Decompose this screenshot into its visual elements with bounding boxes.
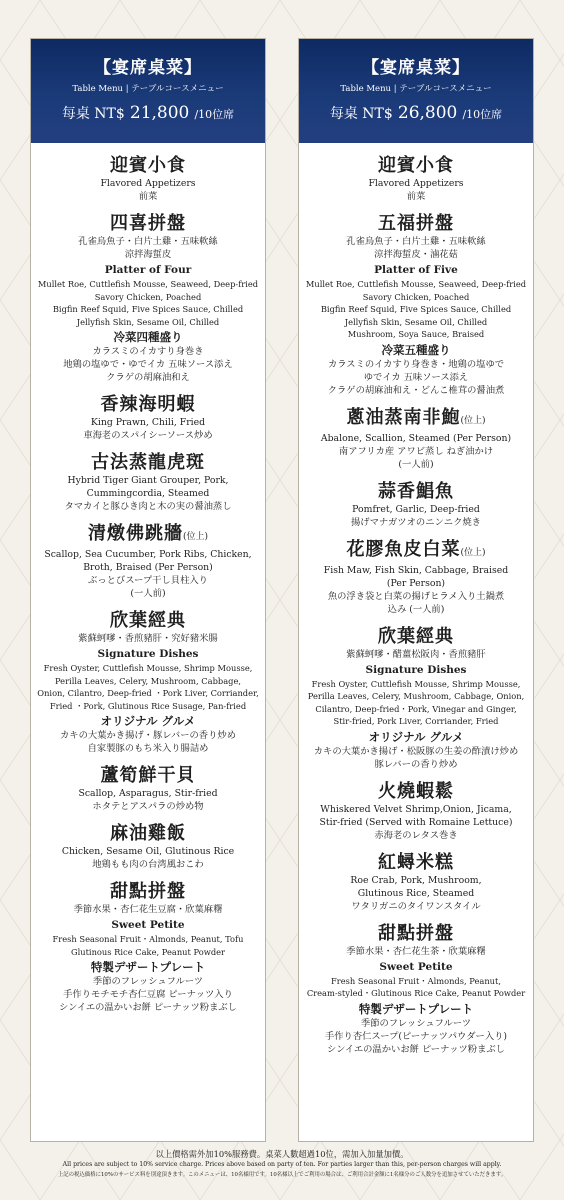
dish-platter-of-five: [303, 213, 529, 397]
dish-title-suffix: (位上): [460, 415, 486, 426]
menu-body: [299, 143, 533, 1056]
dish-en-line: Jellyfish Skin, Sesame Oil, Chilled: [344, 316, 488, 327]
dish-en-line: Glutinous Rice Cake, Peanut Powder: [70, 946, 226, 957]
menu-column-21800: [30, 38, 266, 1142]
dish-line: 涼拌海蜇皮: [124, 249, 172, 260]
dish-jp-line: 季節のフレッシュフルーツ: [360, 1017, 472, 1029]
dish-line: 前菜: [406, 191, 426, 202]
dish-en-heading: Signature Dishes: [97, 648, 199, 660]
dish-title: 紅蟳米糕: [378, 851, 454, 873]
dish-en-line: Fresh Seasonal Fruit・Almonds, Peanut,: [330, 975, 502, 986]
dish-platter-of-four: [35, 213, 261, 384]
dish-title-text: 清燉佛跳牆: [87, 523, 183, 544]
dish-signature: [303, 626, 529, 771]
dish-line: (一人前): [130, 588, 166, 599]
dish-line: Pomfret, Garlic, Deep-fried: [352, 503, 480, 515]
dish-en-line: Stir-fried, Pork Liver, Corriander, Fried: [333, 716, 499, 726]
dish-line: Hybrid Tiger Giant Grouper, Pork,: [67, 475, 229, 486]
dish-jp-line: カキの大葉かき揚げ・豚レバーの香り炒め: [60, 730, 236, 741]
dish-abalone: [303, 407, 529, 471]
dish-title: [303, 407, 529, 432]
menu-header: [299, 39, 533, 143]
dish-jp-line: 自家製豚のもち米入り腸詰め: [87, 743, 209, 754]
footer-notes: [0, 1148, 564, 1180]
dish-jp-line: カラスミのイカすり身巻き・地鶏の塩ゆで: [327, 358, 505, 370]
dish-jp-line: カキの大葉かき揚げ・松阪豚の生姜の酢漬け炒め: [313, 745, 519, 757]
dish-line: Flavored Appetizers: [100, 178, 196, 189]
dish-pomfret: [303, 481, 529, 529]
dish-line: ホタテとアスパラの炒め物: [92, 801, 204, 812]
menu-price: [31, 101, 265, 127]
dish-line: Glutinous Rice, Steamed: [357, 887, 475, 899]
dish-en-line: Jellyfish Skin, Sesame Oil, Chilled: [76, 316, 220, 327]
dish-line: Broth, Braised (Per Person): [83, 562, 213, 573]
menu-subtitle: Table Menu | テーブルコースメニュー: [340, 84, 492, 94]
dish-jp-line: 豚レバーの香り炒め: [374, 758, 458, 770]
dish-line: Scallop, Sea Cucumber, Pork Ribs, Chicken,: [44, 549, 252, 560]
dish-title-suffix: (位上): [460, 547, 486, 558]
dish-title: 古法蒸龍虎斑: [91, 452, 205, 473]
dish-jp-heading: 冷菜四種盛り: [113, 330, 183, 344]
dish-line: 前菜: [138, 191, 158, 202]
dish-jp-line: ゆでイカ 五味ソース添え: [363, 371, 469, 383]
dish-jp-line: カラスミのイカすり身巻き: [92, 346, 204, 357]
footer-note-zh: 以上價格需外加10%服務費。桌菜人數超過10位，需加入加量加價。: [155, 1149, 409, 1159]
dish-appetizers: [303, 155, 529, 203]
footer-note-jp: 上記の税込価格に10%のサービス料を別途頂きます。このメニューは、10名様用です。10名様以上でご利用の場合は、ご利用合計金額に1名様分のご人数分を追加させていただきます。: [57, 1172, 507, 1178]
dish-title: 甜點拼盤: [378, 922, 454, 944]
dish-line: 紫蘇蚵嗲・香煎豬肝・究好豬米腸: [78, 633, 218, 644]
dish-line: Chicken, Sesame Oil, Glutinous Rice: [61, 846, 235, 857]
dish-grouper: [35, 452, 261, 513]
price-prefix: 每桌 NT$: [61, 106, 125, 122]
dish-line: Flavored Appetizers: [368, 178, 464, 189]
dish-jp-heading: 特製デザートプレート: [358, 1001, 474, 1016]
dish-en-heading: Platter of Four: [104, 264, 192, 276]
menu-title: 【宴席桌菜】: [94, 58, 202, 78]
dish-shrimp-lettuce: [303, 781, 529, 842]
dish-title-text: 花膠魚皮白菜: [346, 538, 461, 560]
dish-jp-line: シンイエの温かいお餅 ピーナッツ粉まぶし: [327, 1043, 505, 1055]
dish-en-line: Onion, Cilantro, Deep-fried ・Pork Liver, Corriander,: [37, 688, 259, 698]
dish-en-line: Savory Chicken, Poached: [362, 291, 470, 302]
dish-line: 孔雀烏魚子・白片土雞・五味軟絲: [346, 236, 486, 247]
dish-en-line: Mushroom, Soya Sauce, Braised: [347, 329, 485, 339]
dish-scallop-asparagus: [35, 765, 261, 813]
dish-line: Roe Crab, Pork, Mushroom,: [350, 874, 482, 886]
dish-line: Abalone, Scallion, Steamed (Per Person): [320, 432, 512, 444]
dish-en-line: Perilla Leaves, Celery, Mushroom, Cabbage,: [54, 675, 242, 686]
dish-en-heading: Sweet Petite: [111, 919, 185, 931]
dish-en-line: Fresh Oyster, Cuttlefish Mousse, Shrimp Mousse,: [43, 663, 253, 673]
dish-jp-line: 手作りモチモチ杏仁豆腐 ピーナッツ入り: [63, 989, 233, 1000]
dish-title-suffix: (位上): [182, 532, 209, 542]
dish-sesame-chicken-rice: [35, 823, 261, 871]
dish-line: 季節水果・杏仁花生茶・欣葉麻糬: [346, 945, 486, 957]
dish-jp-heading: 特製デザートプレート: [90, 960, 206, 974]
dish-line: 涼拌海蜇皮・滷花菇: [374, 249, 458, 260]
dish-king-prawn: [35, 394, 261, 442]
price-value: 26,800: [397, 103, 458, 123]
menu-body: [31, 143, 265, 1014]
dish-title: 蒜香鯧魚: [378, 480, 454, 502]
dish-en-line: Mullet Roe, Cuttlefish Mousse, Seaweed, Deep-fried: [305, 279, 527, 289]
dish-line: (Per Person): [386, 577, 446, 589]
dish-line: タマカイと豚ひき肉と木の実の醤油蒸し: [64, 501, 232, 512]
dish-title: 香辣海明蝦: [100, 394, 196, 415]
dish-en-line: Fried ・Pork, Glutinous Rice Susage, Pan-fried: [49, 700, 247, 711]
dish-jp-heading: 冷菜五種盛り: [381, 342, 451, 357]
dish-en-line: Fresh Seasonal Fruit・Almonds, Peanut, Tofu: [52, 934, 244, 944]
dish-en-line: Bigfin Reef Squid, Five Spices Sauce, Chilled: [52, 304, 244, 314]
dish-line: Fish Maw, Fish Skin, Cabbage, Braised: [323, 564, 509, 576]
dish-crab-rice: [303, 852, 529, 913]
dish-title: 甜點拼盤: [110, 881, 186, 902]
menu-price: [299, 101, 533, 127]
dish-jp-heading: オリジナル グルメ: [100, 714, 196, 728]
dish-title: 麻油雞飯: [110, 823, 186, 844]
dish-signature: [35, 610, 261, 755]
dish-title: 迎賓小食: [378, 155, 454, 176]
dish-line: ワタリガニのタイワンスタイル: [351, 900, 481, 912]
dish-line: Scallop, Asparagus, Stir-fried: [78, 788, 218, 799]
dish-line: King Prawn, Chili, Fried: [90, 417, 206, 428]
menu-header: [31, 39, 265, 143]
menu-title: 【宴席桌菜】: [362, 58, 470, 78]
price-suffix: /10位席: [194, 108, 235, 121]
dish-line: 季節水果・杏仁花生豆腐・欣葉麻糬: [73, 904, 223, 915]
price-value: 21,800: [129, 103, 190, 123]
dish-line: 南アフリカ産 アワビ蒸し ねぎ油かけ: [338, 445, 494, 457]
dish-title: 四喜拼盤: [110, 213, 186, 234]
dish-title: [35, 523, 261, 548]
dish-en-heading: Signature Dishes: [365, 663, 467, 676]
dish-line: 孔雀烏魚子・白片土雞・五味軟絲: [78, 236, 218, 247]
dish-jp-line: クラゲの胡麻油和え: [106, 372, 190, 383]
dish-line: Cummingcordia, Steamed: [86, 488, 210, 499]
dish-title: 蘆筍鮮干貝: [100, 765, 196, 786]
dish-en-line: Fresh Oyster, Cuttlefish Mousse, Shrimp Mousse,: [311, 678, 521, 689]
dish-sweet-petite: [35, 881, 261, 1014]
dish-sweet-petite: [303, 923, 529, 1056]
dish-line: Stir-fried (Served with Romaine Lettuce): [319, 816, 513, 828]
dish-line: 車海老のスパイシーソース炒め: [83, 430, 213, 441]
price-prefix: 每桌 NT$: [329, 106, 393, 122]
dish-jp-line: 手作り杏仁スープ(ピーナッツパウダー入り): [324, 1030, 508, 1042]
menu-column-26800: [298, 38, 534, 1142]
menu-subtitle: Table Menu | テーブルコースメニュー: [72, 84, 224, 94]
dish-title: 欣葉經典: [110, 610, 186, 631]
dish-title: 五福拼盤: [378, 213, 454, 234]
dish-line: 赤海老のレタス巻き: [374, 829, 458, 841]
dish-jp-line: クラゲの胡麻油和え・どんこ椎茸の醤油煮: [327, 384, 505, 396]
dish-line: 紫蘇蚵嗲・醋薑松阪肉・香煎豬肝: [346, 648, 486, 660]
dish-line: 揚げマナガツオのニンニク焼き: [351, 516, 481, 528]
dish-en-line: Cilantro, Deep-fried・Pork, Vinegar and Ginger,: [315, 703, 517, 714]
dish-en-line: Bigfin Reef Squid, Five Spices Sauce, Chilled: [320, 304, 512, 314]
dish-title: 欣葉經典: [378, 625, 454, 647]
footer-note-en: All prices are subject to 10% service charge. Prices above based on party of ten. For parties larger than this, per-person charges will apply.: [62, 1161, 502, 1168]
dish-line: 込み (一人前): [387, 603, 445, 615]
price-suffix: /10位席: [462, 108, 503, 121]
dish-line: (一人前): [398, 458, 434, 470]
dish-en-heading: Sweet Petite: [379, 960, 453, 973]
dish-jp-line: シンイエの温かいお餅 ピーナッツ粉まぶし: [59, 1002, 237, 1013]
dish-title: 火燒蝦鬆: [378, 780, 454, 802]
dish-en-line: Perilla Leaves, Celery, Mushroom, Cabbage, Onion,: [307, 691, 525, 701]
dish-title: 迎賓小食: [110, 155, 186, 176]
dish-jp-heading: オリジナル グルメ: [368, 729, 464, 744]
dish-en-heading: Platter of Five: [374, 264, 458, 276]
dish-appetizers: [35, 155, 261, 203]
dish-en-line: Cream-styled・Glutinous Rice Cake, Peanut Powder: [306, 988, 526, 998]
dish-title: [303, 539, 529, 564]
dish-jp-line: 季節のフレッシュフルーツ: [92, 976, 204, 987]
dish-line: 地鶏もも肉の台湾風おこわ: [92, 859, 204, 870]
dish-buddha-jumps-wall: [35, 523, 261, 600]
dish-jp-line: 地鶏の塩ゆで・ゆでイカ 五味ソース添え: [63, 359, 233, 370]
dish-en-line: Savory Chicken, Poached: [94, 291, 202, 302]
dish-en-line: Mullet Roe, Cuttlefish Mousse, Seaweed, Deep-fried: [37, 279, 259, 289]
dish-title-text: 蔥油蒸南非鮑: [346, 406, 461, 428]
dish-line: Whiskered Velvet Shrimp,Onion, Jicama,: [320, 803, 512, 815]
dish-line: ぶっとびスープ干し貝柱入り: [88, 575, 208, 586]
dish-fish-maw: [303, 539, 529, 616]
dish-line: 魚の浮き袋と白菜の揚げヒラメ入り土鍋煮: [327, 590, 505, 602]
